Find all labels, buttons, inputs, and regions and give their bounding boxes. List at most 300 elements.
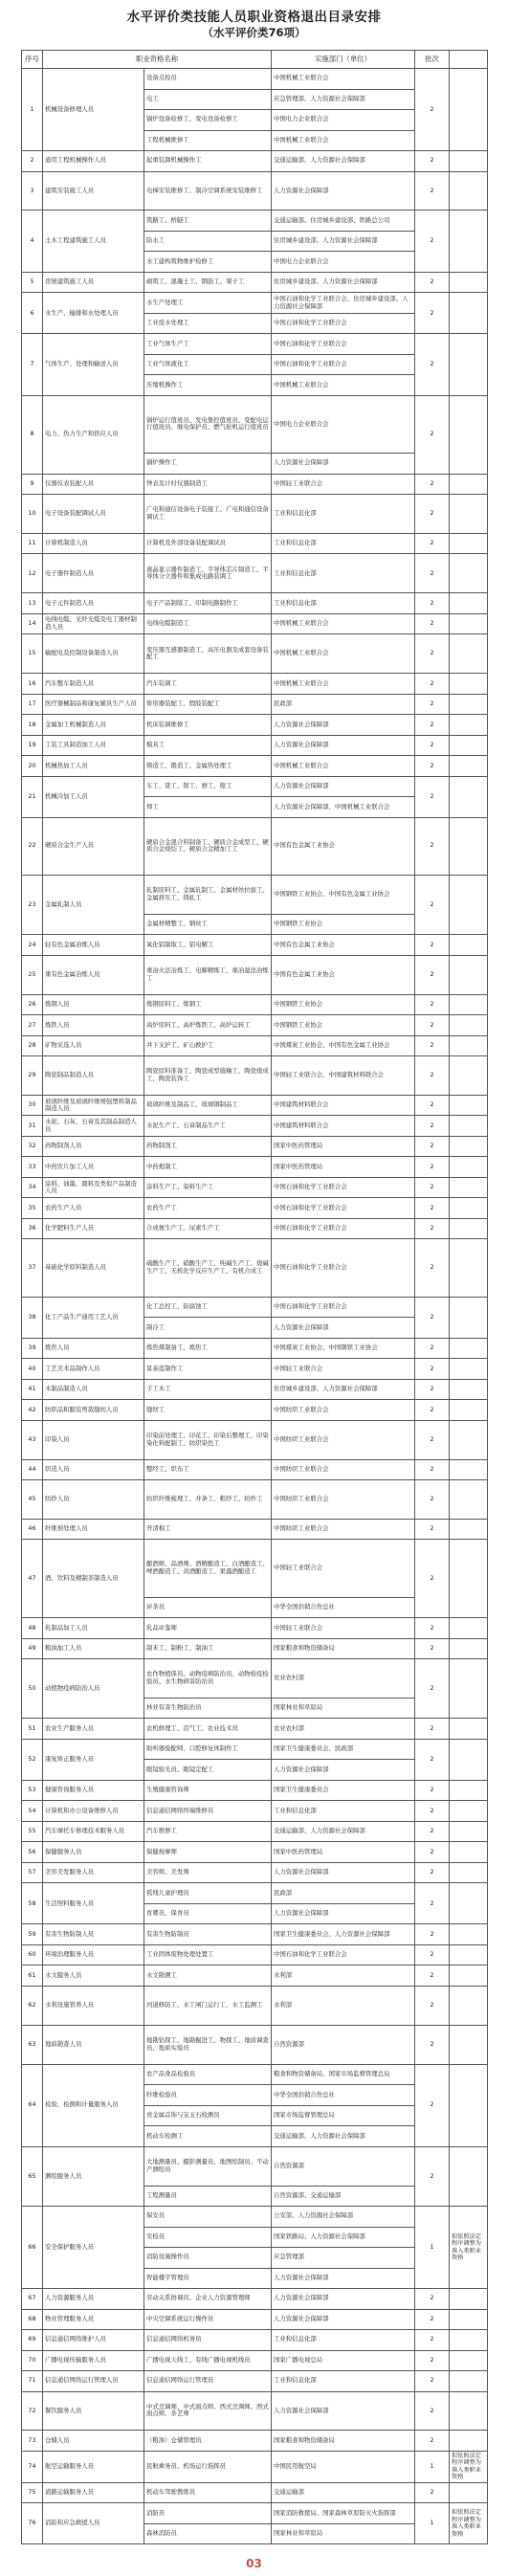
serial-number-cell: 1 [22,69,43,151]
implementing-dept-cell: 中国煤炭工业协会、中国有色金属工业协会 [272,1035,415,1056]
implementing-dept-cell: 国家卫生健康委员会、人力资源社会保障部 [272,1924,415,1945]
table-row [22,715,488,736]
table-row [22,2025,488,2064]
serial-number-cell: 15 [22,634,43,674]
table-row [22,2146,488,2186]
serial-number-cell: 63 [22,2025,43,2064]
note-cell [450,1095,488,1116]
table-row [22,1540,488,1597]
qualification-item-cell: 劳动关系协调员、企业人力资源管理师 [144,2289,272,2310]
implementing-dept-cell: 中国机械工业联合会 [272,130,415,151]
qualification-category-cell: 气体生产、处理和输送人员 [43,334,144,396]
note-cell [450,495,488,534]
qualification-category-cell: 动植物疫病防治人员 [43,1659,144,1719]
batch-cell: 2 [415,1379,450,1400]
implementing-dept-cell: 人力资源社会保障部 [272,715,415,736]
serial-number-cell: 45 [22,1480,43,1520]
serial-number-cell: 35 [22,1198,43,1219]
implementing-dept-cell: 中国石油和化学工业联合会 [272,354,415,375]
implementing-dept-cell: 国家中医药管理局 [272,1157,415,1178]
implementing-dept-cell: 粮食和物资储备局、国家市场监督管理总局 [272,2064,415,2085]
qualification-item-cell: 模具工 [144,735,272,756]
qualification-category-cell: 重有色金属冶炼人员 [43,955,144,994]
note-cell [450,1944,488,1965]
serial-number-cell: 68 [22,2309,43,2330]
serial-number-cell: 53 [22,1780,43,1801]
table-row [22,593,488,614]
table-row [22,875,488,914]
note-cell [450,2289,488,2310]
serial-number-cell: 8 [22,395,43,474]
table-row [22,1338,488,1359]
note-cell: 拟依照法定程序调整为准入类职业资格 [450,2207,488,2289]
note-cell [450,474,488,495]
qualification-item-cell: 化工总控工、防腐蚀工 [144,1297,272,1318]
qualification-item-cell: 纤维检验员 [144,2085,272,2106]
table-row [22,955,488,994]
implementing-dept-cell: 国家林业和草原局 [272,2523,415,2544]
batch-cell: 2 [415,1459,450,1480]
qualification-item-cell: 安检员 [144,2227,272,2248]
implementing-dept-cell: 中国轻工业联合会 [272,1540,415,1597]
note-cell [450,1719,488,1740]
serial-number-cell: 69 [22,2330,43,2351]
table-row [22,1379,488,1400]
qualification-category-cell: 房屋建筑施工人员 [43,272,144,293]
batch-cell: 2 [415,1719,450,1740]
serial-number-cell: 22 [22,817,43,875]
note-cell [450,1480,488,1520]
batch-cell: 1 [415,2503,450,2544]
note-cell [450,674,488,695]
qualification-category-cell: 计算机制造人员 [43,533,144,554]
qualification-category-cell: 安全保护服务人员 [43,2207,144,2289]
qualification-item-cell: 锅炉设备检修工、变电设备检修工 [144,110,272,131]
serial-number-cell: 17 [22,694,43,715]
note-cell [450,211,488,273]
implementing-dept-cell: 人力资源社会保障部 [272,2309,415,2330]
qualification-item-cell: 工程测量员 [144,2186,272,2207]
implementing-dept-cell: 中国电力企业联合会 [272,395,415,453]
qualification-item-cell: 车工、铣工、钳工、磨工、镗工 [144,776,272,797]
qualification-item-cell: 中药炮制工 [144,1157,272,1178]
serial-number-cell: 18 [22,715,43,736]
serial-number-cell: 28 [22,1035,43,1056]
note-cell: 拟依照法定程序调整为准入类职业资格 [450,2451,488,2482]
qualification-item-cell: 育婴员、保育员 [144,1903,272,1924]
note-cell [450,151,488,172]
qualification-item-cell: 酿酒师、品酒师、酒精酿造工、白酒酿造工、啤酒酿造工、黄酒酿造工、果露酒酿造工 [144,1540,272,1597]
note-cell [450,1618,488,1639]
note-cell [450,1338,488,1359]
batch-cell: 2 [415,211,450,273]
batch-cell: 2 [415,935,450,956]
implementing-dept-cell: 住房城乡建设部、人力资源社会保障部 [272,272,415,293]
note-cell [450,1177,488,1198]
qualification-item-cell: 机动车检测工 [144,2126,272,2147]
note-cell [450,1459,488,1480]
qualification-item-cell: 锅炉操作工 [144,454,272,475]
serial-number-cell: 72 [22,2391,43,2431]
table-row [22,1359,488,1380]
implementing-dept-cell: 交通运输部 [272,2482,415,2503]
batch-cell: 2 [415,69,450,151]
batch-cell: 2 [415,1338,450,1359]
implementing-dept-cell: 中国石油和化学工业联合会 [272,1177,415,1198]
qualification-item-cell: 森林消防员 [144,2523,272,2544]
qualification-item-cell: 陶瓷原料准备工、陶瓷成型施釉工、陶瓷烧成工、陶瓷装饰工 [144,1056,272,1096]
serial-number-cell: 2 [22,151,43,172]
qualification-category-cell: 地质勘查人员 [43,2025,144,2064]
implementing-dept-cell: 中国机械工业联合会 [272,674,415,695]
header-qualification-name: 职业资格名称 [43,51,272,69]
qualification-item-cell: 矫形器装配工、假肢装配工 [144,694,272,715]
table-row [22,994,488,1015]
qualification-item-cell: 大地测量员、摄影测量员、地图绘制员、不动产测绘员 [144,2146,272,2186]
qualification-category-cell: 电子器件制造人员 [43,554,144,593]
qualification-item-cell: 水文勘测工 [144,1965,272,1987]
qualification-category-cell: 保健服务人员 [43,1842,144,1863]
serial-number-cell: 12 [22,554,43,593]
serial-number-cell: 56 [22,1842,43,1863]
qualification-item-cell: 钟表及计时仪器制造工 [144,474,272,495]
batch-cell: 2 [415,613,450,634]
implementing-dept-cell: 国家铁路局、人力资源社会保障部 [272,2227,415,2248]
qualification-item-cell: 开清棉工 [144,1519,272,1540]
qualification-item-cell: 计算机及外部设备装配调试员 [144,533,272,554]
serial-number-cell: 57 [22,1862,43,1883]
qualification-item-cell: 制米工、制粉工、制油工 [144,1638,272,1659]
note-cell [450,715,488,736]
batch-cell: 2 [415,593,450,614]
table-row [22,2391,488,2431]
qualification-item-cell: 液晶显示器件制造工、半导体芯片制造工、半导体分立器件和集成电路装调工 [144,554,272,593]
implementing-dept-cell: 工业和信息化部 [272,1801,415,1822]
implementing-dept-cell: 自然资源部 [272,2146,415,2186]
qualification-category-cell: 纤维预处理人员 [43,1519,144,1540]
qualification-category-cell: 农业生产服务人员 [43,1719,144,1740]
qualification-item-cell: 眼镜验光员、眼镜定配工 [144,1760,272,1781]
batch-cell: 2 [415,1116,450,1137]
qualification-category-cell: 道路运输服务人员 [43,2482,144,2503]
implementing-dept-cell: 交通运输部、人力资源社会保障部 [272,2126,415,2147]
note-cell [450,1659,488,1719]
implementing-dept-cell: 中国有色金属工业协会 [272,935,415,956]
qualification-item-cell: 重冶火法冶炼工、电解精炼工、重冶湿法冶炼工 [144,955,272,994]
table-row [22,1821,488,1842]
qualification-category-cell: 硬质合金生产人员 [43,817,144,875]
implementing-dept-cell: 国家中医药管理局 [272,1136,415,1157]
table-row [22,1420,488,1459]
qualification-category-cell: 汽车摩托车修理技术服务人员 [43,1821,144,1842]
table-row [22,1480,488,1520]
batch-cell: 2 [415,2350,450,2371]
batch-cell: 2 [415,272,450,293]
qualification-item-cell: 信息通信网络运行管理员 [144,2371,272,2392]
batch-cell: 2 [415,1862,450,1883]
qualification-category-cell: 炼钢人员 [43,994,144,1015]
qualification-category-cell: 餐饮服务人员 [43,2391,144,2431]
implementing-dept-cell: 国家粮食和物资储备局 [272,1638,415,1659]
note-cell [450,694,488,715]
qualification-category-cell: 土木工程建筑施工人员 [43,211,144,273]
batch-cell: 2 [415,151,450,172]
batch-cell: 2 [415,1540,450,1618]
table-row [22,2289,488,2310]
batch-cell: 2 [415,2309,450,2330]
table-row [22,776,488,797]
table-row [22,151,488,172]
qualification-item-cell: 水生产处理工 [144,293,272,314]
note-cell [450,1379,488,1400]
implementing-dept-cell: 中国钢铁工业协会、中国有色金属工业协会 [272,875,415,914]
serial-number-cell: 21 [22,776,43,817]
qualification-category-cell: 有害生物防制人员 [43,1924,144,1945]
qualification-category-cell: 矿物采选人员 [43,1035,144,1056]
implementing-dept-cell: 人力资源社会保障部 [272,776,415,797]
qualification-item-cell: 合成氨生产工、尿素生产工 [144,1218,272,1239]
note-cell [450,1739,488,1780]
qualification-item-cell: 纺织纤维梳理工、并条工、粗纱工、纺纱工 [144,1480,272,1520]
batch-cell: 2 [415,1035,450,1056]
implementing-dept-cell: 中国石油和化学工业联合会 [272,313,415,334]
batch-cell: 2 [415,334,450,396]
table-row [22,554,488,593]
qualification-category-cell: 康复矫正服务人员 [43,1739,144,1780]
qualification-item-cell: 筑路工、桥隧工 [144,211,272,232]
table-row [22,674,488,695]
implementing-dept-cell: 民政部 [272,694,415,715]
table-row [22,1801,488,1822]
qualification-category-cell: 乳制品加工人员 [43,1618,144,1639]
serial-number-cell: 3 [22,171,43,211]
batch-cell: 2 [415,1359,450,1380]
implementing-dept-cell: 中国轻工业联合会、中国建筑材料联合会 [272,1056,415,1096]
table-row [22,2371,488,2392]
note-cell [450,395,488,474]
table-row [22,1965,488,1987]
qualification-category-cell: 建筑安装施工人员 [43,171,144,211]
implementing-dept-cell: 公安部、人力资源社会保障部 [272,2207,415,2228]
qualification-category-cell: 机械设备修理人员 [43,69,144,151]
qualification-item-cell: 保健按摩师 [144,1842,272,1863]
batch-cell: 1 [415,2451,450,2482]
serial-number-cell: 36 [22,1218,43,1239]
serial-number-cell: 11 [22,533,43,554]
serial-number-cell: 33 [22,1157,43,1178]
qualification-item-cell: 林业有害生物防治员 [144,1698,272,1719]
serial-number-cell: 71 [22,2371,43,2392]
batch-cell: 2 [415,1519,450,1540]
qualification-item-cell: 手工木工 [144,1379,272,1400]
implementing-dept-cell: 中国建筑材料联合会 [272,1116,415,1137]
batch-cell: 2 [415,533,450,554]
note-cell [450,1136,488,1157]
serial-number-cell: 26 [22,994,43,1015]
implementing-dept-cell: 国家林业和草原局 [272,1698,415,1719]
table-row [22,1986,488,2025]
serial-number-cell: 62 [22,1986,43,2025]
batch-cell: 2 [415,2371,450,2392]
table-row [22,1157,488,1178]
qualification-category-cell: 信息通信网络维护人员 [43,2330,144,2351]
qualification-category-cell: 纺织品和服装剪裁缝纫人员 [43,1400,144,1421]
implementing-dept-cell: 国家市场监督管理总局 [272,2105,415,2126]
table-row [22,395,488,453]
implementing-dept-cell: 国家中医药管理局 [272,1842,415,1863]
batch-cell: 2 [415,1218,450,1239]
implementing-dept-cell: 中国纺织工业联合会 [272,1400,415,1421]
serial-number-cell: 47 [22,1540,43,1618]
note-cell [450,1297,488,1338]
qualification-category-cell: 药物制剂人员 [43,1136,144,1157]
table-row [22,1659,488,1699]
qualification-item-cell: 农产品食品检验员 [144,2064,272,2085]
note-cell [450,1638,488,1659]
table-row [22,1056,488,1096]
qualification-item-cell: 电线电缆制造工 [144,613,272,634]
batch-cell: 2 [415,1420,450,1459]
qualification-item-cell: 保安员 [144,2207,272,2228]
qualification-item-cell: 信息通信网络机务员 [144,2330,272,2351]
implementing-dept-cell: 中国民用航空局 [272,2451,415,2482]
serial-number-cell: 40 [22,1359,43,1380]
table-row [22,1095,488,1116]
qualification-category-cell: 工艺美术品制作人员 [43,1359,144,1380]
implementing-dept-cell: 人力资源社会保障部 [272,1760,415,1781]
serial-number-cell: 46 [22,1519,43,1540]
qualification-item-cell: 汽车装调工 [144,674,272,695]
qualification-item-cell: 工业气体生产工 [144,334,272,355]
header-serial-no: 序号 [22,51,43,69]
implementing-dept-cell: 自然资源部、交通运输部 [272,2186,415,2207]
qualification-item-cell: 压缩机操作工 [144,375,272,396]
table-row [22,634,488,674]
qualification-item-cell: 助听器验配师、口腔修复体制作工 [144,1739,272,1760]
qualification-category-cell: 化工产品生产通用工艺人员 [43,1297,144,1338]
batch-cell: 2 [415,1883,450,1924]
qualification-category-cell: 机械冷加工人员 [43,776,144,817]
serial-number-cell: 23 [22,875,43,934]
qualification-item-cell: 电子产品制版工、印制电路制作工 [144,593,272,614]
qualification-category-cell: 输配电及控制设备制造人员 [43,634,144,674]
implementing-dept-cell: 中国轻工业联合会 [272,474,415,495]
note-cell [450,2025,488,2064]
table-row [22,613,488,634]
qualification-item-cell: 缝纫工 [144,1400,272,1421]
qualification-category-cell: 水生产、输排和水处理人员 [43,293,144,334]
serial-number-cell: 55 [22,1821,43,1842]
qualification-category-cell: 印染人员 [43,1420,144,1459]
batch-cell: 2 [415,1780,450,1801]
table-row [22,1883,488,1904]
qualification-table [21,50,488,2544]
page-number: 03 [246,2557,262,2570]
batch-cell: 2 [415,1480,450,1520]
qualification-item-cell: 砌筑工、混凝土工、钢筋工、架子工 [144,272,272,293]
note-cell [450,1842,488,1863]
qualification-item-cell: 焊工 [144,797,272,818]
qualification-item-cell: 金属材精整工、钢丝工 [144,914,272,935]
implementing-dept-cell: 应急管理部 [272,2248,415,2269]
qualification-category-cell: 汽车整车制造人员 [43,674,144,695]
implementing-dept-cell: 中国机械工业联合会 [272,756,415,777]
note-cell [450,1924,488,1945]
implementing-dept-cell: 中华全国供销合作总社 [272,2085,415,2106]
implementing-dept-cell: 中国纺织工业联合会 [272,1480,415,1520]
qualification-item-cell: 硬质合金混合料制备工、硬质合金成型工、硬质合金烧结工、硬质合金精加工工 [144,817,272,875]
implementing-dept-cell: 民政部 [272,1883,415,1904]
note-cell [450,2350,488,2371]
table-header-row [22,51,488,69]
implementing-dept-cell: 中国钢铁工业协会 [272,1015,415,1036]
serial-number-cell: 30 [22,1095,43,1116]
table-row [22,1924,488,1945]
qualification-category-cell: 轻有色金属冶炼人员 [43,935,144,956]
note-cell [450,2431,488,2452]
table-row [22,2064,488,2085]
qualification-item-cell: 农药生产工 [144,1198,272,1219]
table-row [22,293,488,314]
table-row [22,2451,488,2482]
serial-number-cell: 39 [22,1338,43,1359]
implementing-dept-cell: 中国石油和化学工业联合会 [272,334,415,355]
qualification-category-cell: 人力资源服务人员 [43,2289,144,2310]
implementing-dept-cell: 中国石油和化学工业联合会、住房城乡建设部、人力资源社会保障部 [272,293,415,314]
note-cell [450,171,488,211]
qualification-item-cell: 设备点检员 [144,69,272,90]
note-cell [450,613,488,634]
implementing-dept-cell: 中国有色金属工业协会 [272,955,415,994]
batch-cell: 2 [415,1821,450,1842]
qualification-item-cell: 贵金属首饰与宝玉石检测员 [144,2105,272,2126]
note-cell [450,593,488,614]
qualification-item-cell: 景泰蓝制作工 [144,1359,272,1380]
serial-number-cell: 48 [22,1618,43,1639]
implementing-dept-cell: 交通运输部、住房城乡建设部、铁路总公司 [272,211,415,232]
note-cell [450,2482,488,2503]
table-row [22,1862,488,1883]
implementing-dept-cell: 水利部 [272,1986,415,2025]
implementing-dept-cell: 人力资源社会保障部 [272,2289,415,2310]
implementing-dept-cell: 中国机械工业联合会 [272,69,415,90]
batch-cell: 2 [415,2391,450,2431]
qualification-category-cell: 电线电缆、光纤光缆及电工器材制造人员 [43,613,144,634]
qualification-category-cell: 玻璃纤维及玻璃纤维增强塑料制品制造人员 [43,1095,144,1116]
table-row [22,1116,488,1137]
serial-number-cell: 10 [22,495,43,534]
note-cell [450,1883,488,1924]
note-cell [450,1218,488,1239]
implementing-dept-cell: 中国电力企业联合会 [272,110,415,131]
table-row [22,1459,488,1480]
batch-cell: 2 [415,1015,450,1036]
table-row [22,2330,488,2351]
note-cell [450,634,488,674]
implementing-dept-cell: 工业和信息化部 [272,533,415,554]
table-row [22,1618,488,1639]
implementing-dept-cell: 中国煤炭工业协会、中国钢铁工业协会 [272,1338,415,1359]
note-cell [450,1400,488,1421]
qualification-category-cell: 金属加工机械制造人员 [43,715,144,736]
serial-number-cell: 24 [22,935,43,956]
qualification-category-cell: 物业管理服务人员 [43,2309,144,2330]
qualification-category-cell: 电力、热力生产和供应人员 [43,395,144,474]
batch-cell: 2 [415,1095,450,1116]
batch-cell: 2 [415,474,450,495]
serial-number-cell: 49 [22,1638,43,1659]
qualification-item-cell: 汽车维修工 [144,1821,272,1842]
